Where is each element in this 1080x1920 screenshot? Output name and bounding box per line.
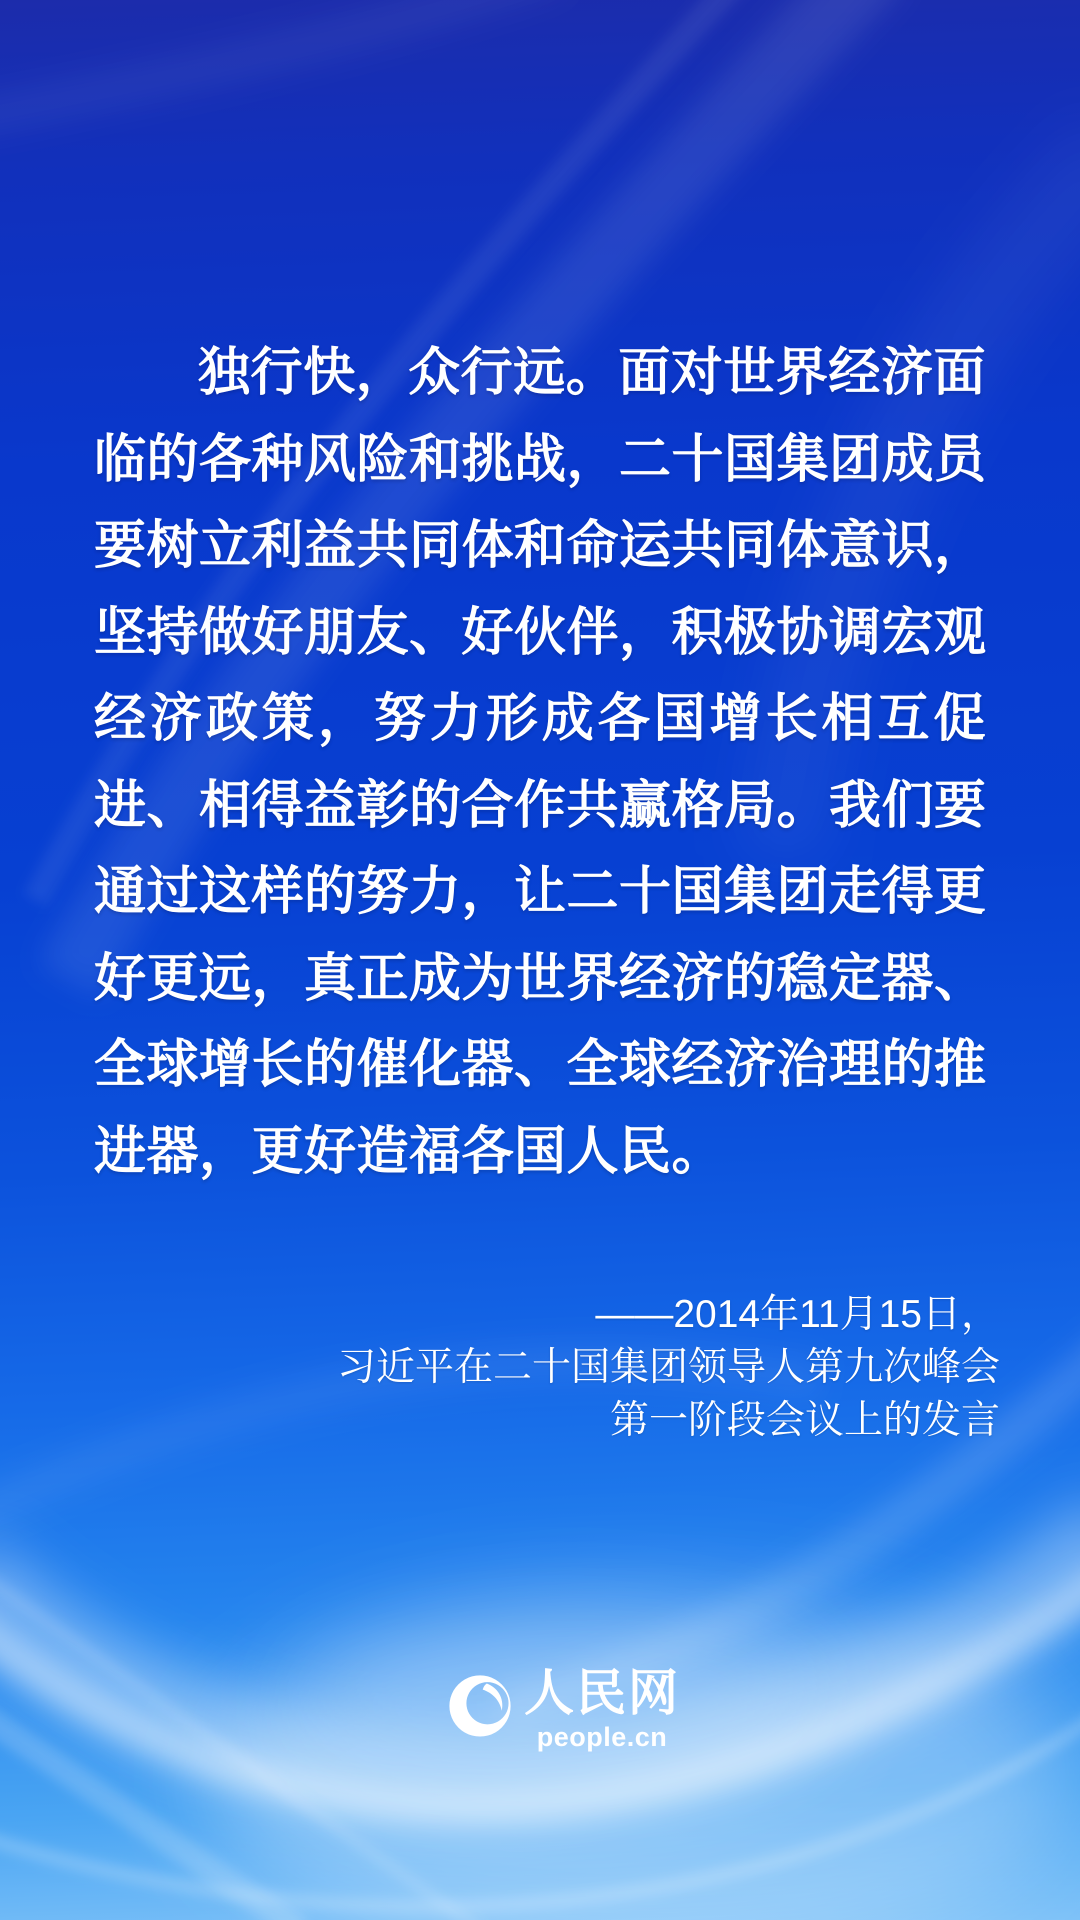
quote-line: 要树立利益共同体和命运共同体意识， (94, 517, 987, 575)
quote-line: 好更远，真正成为世界经济的稳定器、 (94, 949, 987, 1008)
attribution-block (337, 1288, 1000, 1447)
quote-line: 坚持做好朋友、好伙伴，积极协调宏观 (94, 603, 987, 662)
quote-line: 独行快，众行远。面对世界经济面 (198, 344, 986, 402)
quote-line: 经济政策，努力形成各国增长相互促 (94, 690, 986, 748)
quote-text-block (94, 330, 986, 1195)
logo-name-cn: 人民网 (524, 1663, 680, 1722)
quote-line: 通过这样的努力，让二十国集团走得更 (94, 863, 987, 921)
people-cn-logo (446, 1663, 680, 1752)
quote-line: 进器，更好造福各国人民。 (94, 1122, 725, 1181)
quote-line: 全球增长的催化器、全球经济治理的推 (94, 1036, 987, 1094)
quote-line: 临的各种风险和挑战，二十国集团成员 (94, 430, 987, 489)
attribution-speaker-line: 习近平在二十国集团领导人第九次峰会 (336, 1346, 1000, 1389)
logo-domain: people.cn (536, 1722, 668, 1752)
logo-text-group (524, 1663, 680, 1752)
attribution-occasion-line: 第一阶段会议上的发言 (609, 1399, 1000, 1442)
people-cn-globe-icon (446, 1670, 514, 1746)
quote-line: 进、相得益彰的合作共赢格局。我们要 (94, 776, 987, 835)
attribution-date-line: ——2014年11月15日， (595, 1293, 1000, 1336)
